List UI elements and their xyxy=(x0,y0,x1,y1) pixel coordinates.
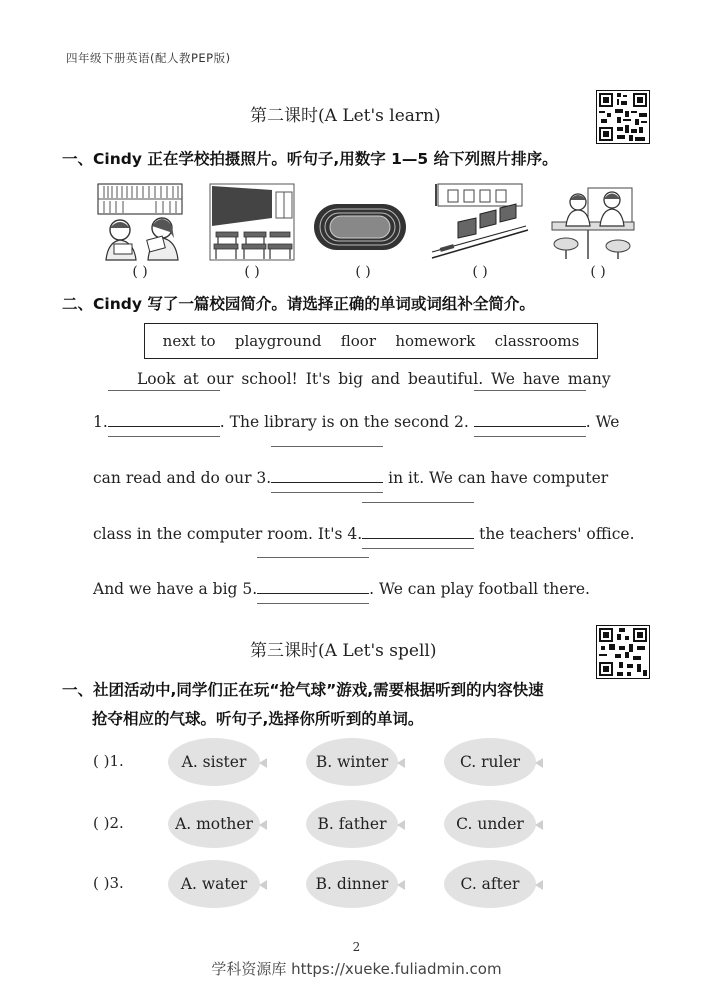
balloon-option[interactable]: C. after xyxy=(444,860,536,908)
book-header: 四年级下册英语(配人教PEP版) xyxy=(66,51,231,65)
answer-paren-3[interactable]: ( ) xyxy=(355,264,371,280)
blank-5[interactable] xyxy=(257,579,369,594)
balloon-tail-icon xyxy=(397,820,405,830)
library-reading-icon xyxy=(96,182,184,262)
balloon-tail-icon xyxy=(259,880,267,890)
balloon-tail-icon xyxy=(397,758,405,768)
balloon-option[interactable]: A. water xyxy=(168,860,260,908)
passage-text: class in the computer room. It's 4. xyxy=(93,525,363,543)
classroom-icon xyxy=(208,182,296,262)
passage-text: . We can play football there. xyxy=(369,580,590,598)
passage-line-5 xyxy=(93,579,590,598)
answer-paren-4[interactable]: ( ) xyxy=(472,264,488,280)
balloon-option[interactable]: C. under xyxy=(444,800,536,848)
passage-text: And we have a big 5. xyxy=(93,580,258,598)
question-3-title-line-2: 抢夺相应的气球。听句子,选择你所听到的单词。 xyxy=(92,710,424,728)
blank-2[interactable] xyxy=(474,412,586,427)
blank-4[interactable] xyxy=(362,524,474,539)
passage-text: . We xyxy=(585,413,620,431)
passage-text: in it. We can have computer xyxy=(388,469,609,487)
balloon-tail-icon xyxy=(535,758,543,768)
item-3-number[interactable]: ( )3. xyxy=(93,874,124,892)
footer-watermark[interactable]: 学科资源库 https://xueke.fuliadmin.com xyxy=(211,960,502,978)
item-2-number[interactable]: ( )2. xyxy=(93,814,124,832)
question-1-title: 一、Cindy 正在学校拍摄照片。听句子,用数字 1—5 给下列照片排序。 xyxy=(62,150,558,168)
word-bank-item: next to xyxy=(162,332,216,350)
balloon-tail-icon xyxy=(397,880,405,890)
balloon-tail-icon xyxy=(535,820,543,830)
passage-text: can read and do our 3. xyxy=(93,469,272,487)
passage-text: the teachers' office. xyxy=(479,525,635,543)
blank-3[interactable] xyxy=(271,468,383,483)
page-number: 2 xyxy=(352,940,361,954)
balloon-option[interactable]: B. father xyxy=(306,800,398,848)
computer-room-icon xyxy=(430,182,518,262)
balloon-option[interactable]: B. dinner xyxy=(306,860,398,908)
balloon-option[interactable]: B. winter xyxy=(306,738,398,786)
item-1-number[interactable]: ( )1. xyxy=(93,752,124,770)
qr-code-icon[interactable] xyxy=(596,625,650,679)
word-bank-item: playground xyxy=(234,332,322,350)
passage-line-3 xyxy=(93,468,608,487)
lesson-3-title: 第三课时(A Let's spell) xyxy=(250,641,437,661)
answer-paren-1[interactable]: ( ) xyxy=(132,264,148,280)
word-bank-item: classrooms xyxy=(494,332,580,350)
question-3-title-line-1: 一、社团活动中,同学们正在玩“抢气球”游戏,需要根据听到的内容快速 xyxy=(62,681,544,699)
word-bank-item: homework xyxy=(395,332,476,350)
word-bank xyxy=(144,323,598,359)
blank-1[interactable] xyxy=(108,412,220,427)
answer-paren-2[interactable]: ( ) xyxy=(244,264,260,280)
lesson-2-title: 第二课时(A Let's learn) xyxy=(250,106,441,126)
balloon-tail-icon xyxy=(535,880,543,890)
passage-line-1: Look at our school! It's big and beautiful. We have many xyxy=(137,370,611,388)
answer-paren-5[interactable]: ( ) xyxy=(590,264,606,280)
balloon-option[interactable]: A. mother xyxy=(168,800,260,848)
balloon-tail-icon xyxy=(259,758,267,768)
playground-track-icon xyxy=(312,182,400,262)
balloon-tail-icon xyxy=(259,820,267,830)
teachers-office-icon xyxy=(548,182,636,262)
passage-text: . The library is on the second 2. xyxy=(219,413,469,431)
passage-line-4 xyxy=(93,524,635,543)
passage-text: 1. xyxy=(93,413,108,431)
qr-code-icon[interactable] xyxy=(596,90,650,144)
balloon-option[interactable]: A. sister xyxy=(168,738,260,786)
balloon-option[interactable]: C. ruler xyxy=(444,738,536,786)
passage-line-2 xyxy=(93,412,619,431)
question-2-title: 二、Cindy 写了一篇校园简介。请选择正确的单词或词组补全简介。 xyxy=(62,295,535,313)
word-bank-item: floor xyxy=(340,332,377,350)
